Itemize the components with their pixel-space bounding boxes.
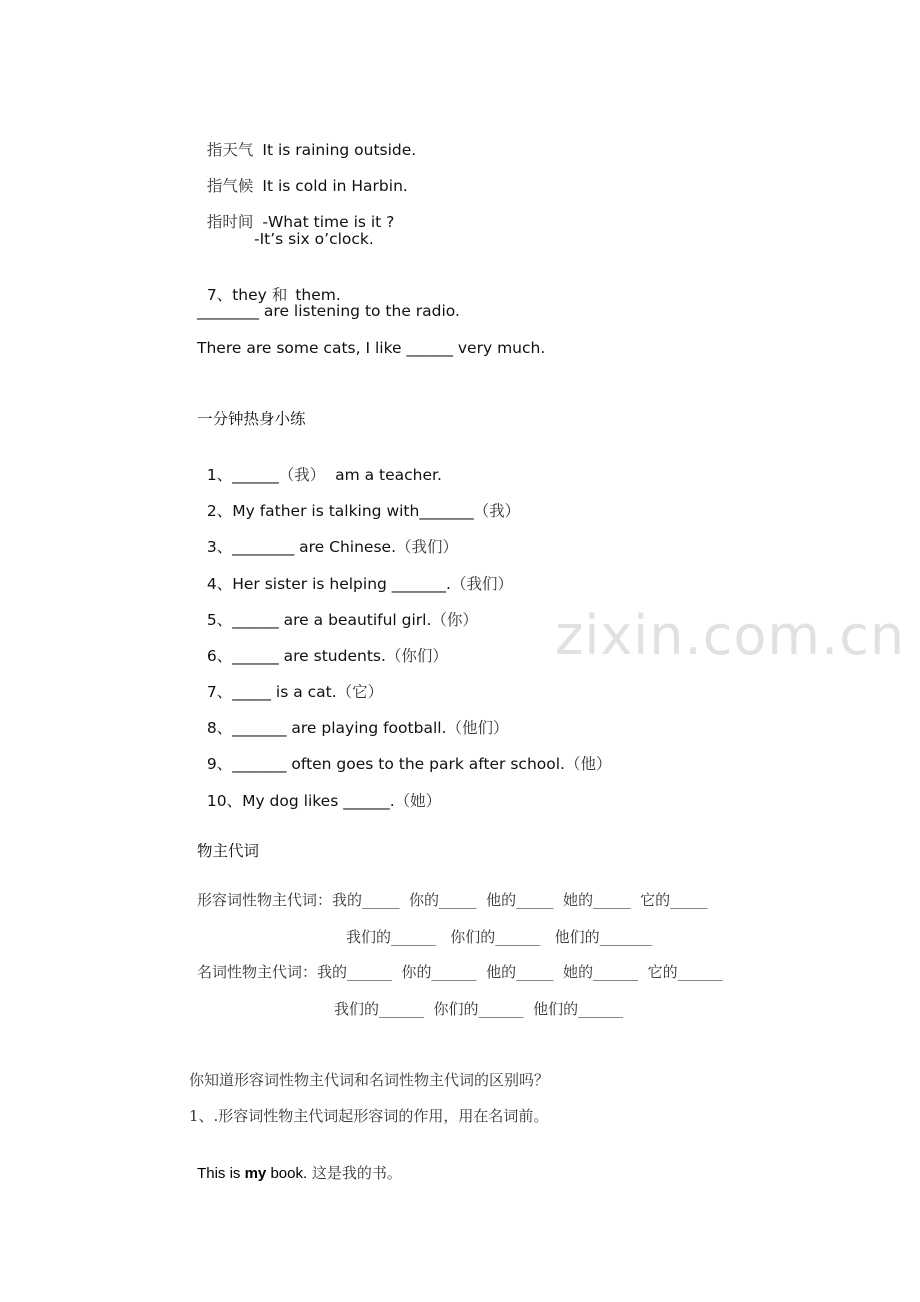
warmup-item-4-text: 4、Her sister is helping _______. <box>206 575 451 593</box>
warmup-item-5-hint: （你） <box>431 611 478 629</box>
it-time-line <box>197 192 394 232</box>
warmup-item-1-hint: （我） <box>278 466 326 484</box>
item7-example-2: There are some cats, I like ______ very much. <box>197 339 546 357</box>
possessive-adj-row-2: 我们的______ 你们的______ 他们的_______ <box>346 928 653 946</box>
warmup-item-2-text: 2、My father is talking with_______ <box>206 502 474 520</box>
warmup-item-10-text: 10、My dog likes ______. <box>206 792 395 810</box>
difference-question: 你知道形容词性物主代词和名词性物主代词的区别吗？ <box>189 1071 550 1089</box>
it-weather-example: It is raining outside. <box>262 141 417 159</box>
it-weather-label: 指天气 <box>206 141 254 159</box>
possessive-adj-row-1: 形容词性物主代词：我的_____ 你的_____ 他的_____ 她的_____ 它的_____ <box>197 891 708 909</box>
difference-point-1: 1、.形容词性物主代词起形容词的作用，用在名词前。 <box>189 1107 549 1125</box>
warmup-item-9 <box>197 734 612 774</box>
warmup-item-4 <box>197 554 513 594</box>
item7-number: 7、they <box>206 286 267 304</box>
possessive-noun-row-1: 名词性物主代词：我的______ 你的______ 他的_____ 她的______ 它的______ <box>197 963 723 981</box>
example-pre: This is <box>197 1165 245 1182</box>
item7-and: 和 <box>271 286 288 304</box>
it-time-label: 指时间 <box>206 213 254 231</box>
warmup-item-3-text: 3、________ are Chinese. <box>206 538 396 556</box>
warmup-item-3-hint: （我们） <box>396 538 459 556</box>
warmup-item-7 <box>197 662 383 702</box>
warmup-item-5-text: 5、______ are a beautiful girl. <box>206 611 432 629</box>
warmup-item-2-hint: （我） <box>473 502 521 520</box>
warmup-item-6-text: 6、______ are students. <box>206 647 386 665</box>
possessive-title: 物主代词 <box>197 842 260 860</box>
example-bold-my: my <box>244 1165 267 1182</box>
warmup-title: 一分钟热身小练 <box>197 410 306 428</box>
item7-line <box>197 265 341 305</box>
warmup-item-1-text: 1、______ <box>206 466 279 484</box>
warmup-item-8-hint: （他们） <box>446 719 509 737</box>
it-climate-label: 指气候 <box>206 177 254 195</box>
it-climate-line <box>197 156 408 196</box>
warmup-item-9-text: 9、_______ often goes to the park after school. <box>206 755 565 773</box>
example-post: book. <box>266 1165 308 1182</box>
warmup-item-1 <box>197 445 442 485</box>
warmup-item-8-text: 8、_______ are playing football. <box>206 719 447 737</box>
warmup-item-6 <box>197 626 448 666</box>
item7-them: them. <box>295 286 341 304</box>
possessive-noun-row-2: 我们的______ 你们的______ 他们的______ <box>334 1000 624 1018</box>
it-climate-example: It is cold in Harbin. <box>262 177 408 195</box>
warmup-item-8 <box>197 698 509 738</box>
site-watermark: zixin.com.cn <box>555 604 906 667</box>
it-time-answer: -It’s six o’clock. <box>254 230 374 248</box>
warmup-item-7-text: 7、_____ is a cat. <box>206 683 337 701</box>
it-time-question: -What time is it ? <box>262 213 395 231</box>
warmup-item-6-hint: （你们） <box>385 647 448 665</box>
warmup-item-7-hint: （它） <box>336 683 384 701</box>
warmup-item-1-rest: am a teacher. <box>325 466 442 484</box>
warmup-item-5 <box>197 590 478 630</box>
warmup-item-4-hint: （我们） <box>450 575 513 593</box>
warmup-item-2 <box>197 481 520 521</box>
warmup-item-9-hint: （他） <box>564 755 612 773</box>
warmup-item-3 <box>197 517 458 557</box>
difference-example <box>189 1143 402 1184</box>
it-weather-line <box>197 120 416 160</box>
example-translation: 这是我的书。 <box>307 1164 402 1182</box>
warmup-item-10 <box>197 771 441 811</box>
item7-example-1: ________ are listening to the radio. <box>197 302 460 320</box>
warmup-item-10-hint: （她） <box>394 792 442 810</box>
